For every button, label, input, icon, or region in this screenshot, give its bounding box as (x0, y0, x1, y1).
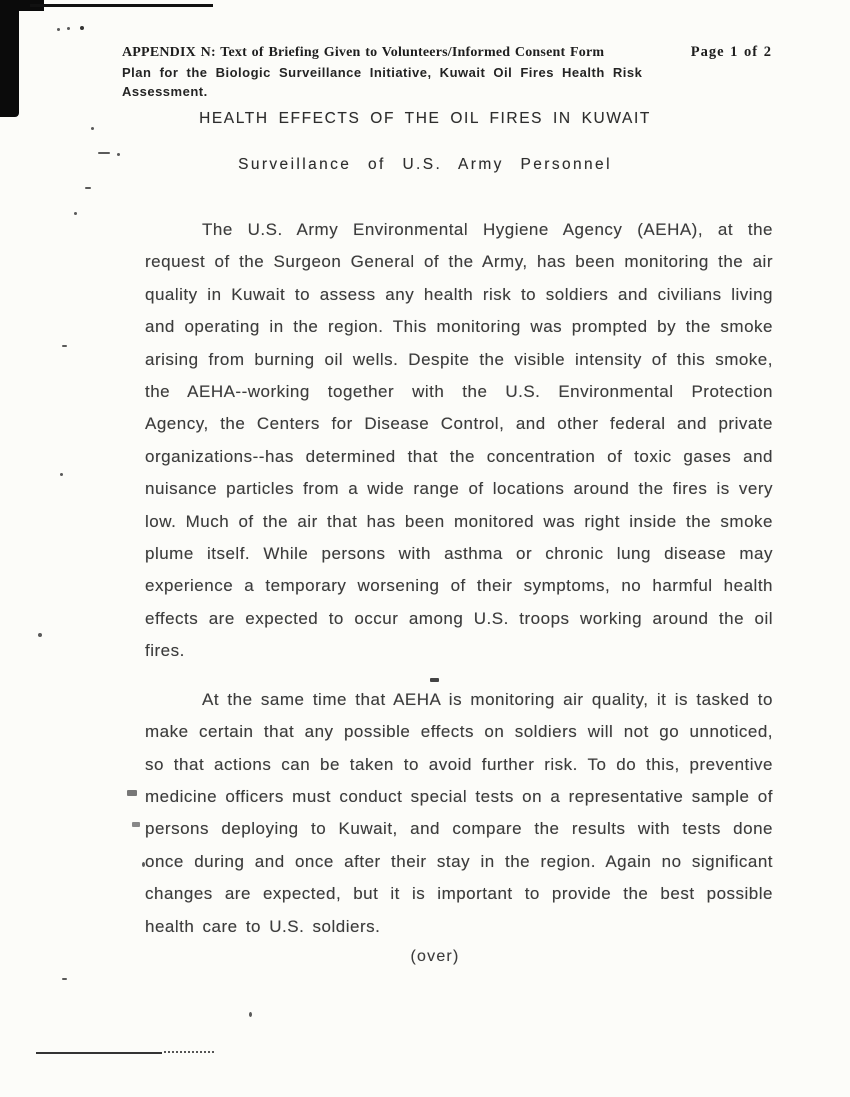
scan-speck (67, 27, 70, 30)
scan-speck (80, 26, 84, 30)
scan-speck (62, 978, 67, 980)
scan-artifact-bottom-dashes (164, 1051, 214, 1053)
scan-speck (38, 633, 42, 637)
document-header (122, 44, 772, 99)
scan-speck (60, 473, 63, 476)
over-note: (over) (410, 948, 460, 965)
header-plan-line: Plan for the Biologic Surveillance Initiative, Kuwait Oil Fires Health Risk (122, 65, 643, 80)
scan-speck (62, 345, 67, 347)
scan-speck (85, 187, 91, 189)
document-body (145, 214, 773, 943)
scan-artifact-left-bar (0, 0, 19, 117)
scan-speck (98, 152, 110, 154)
page-number: Page 1 of 2 (690, 44, 772, 60)
scan-speck (74, 212, 77, 215)
scan-speck (127, 790, 137, 796)
document-title: HEALTH EFFECTS OF THE OIL FIRES IN KUWAIT (199, 110, 651, 127)
header-assessment-line: Assessment. (122, 84, 208, 99)
scan-artifact-top-line (30, 4, 213, 7)
scan-speck (132, 822, 140, 827)
document-subtitle: Surveillance of U.S. Army Personnel (238, 156, 612, 173)
scan-artifact-bottom-line (36, 1052, 162, 1054)
paragraph-2: At the same time that AEHA is monitoring air quality, it is tasked to make certain that any possible effects on soldiers will not go unnoticed, so that actions can be taken to avoid further risk. To do this, preventive medicine officers must conduct special tests on a representative sample of persons deploying to Kuwait, and compare the results with tests done once during and once after their stay in the region. Again no significant changes are expected, but it is important to provide the best possible health care to U.S. soldiers. (145, 689, 773, 936)
paragraph-1: The U.S. Army Environmental Hygiene Agency (AEHA), at the request of the Surgeon General of the Army, has been monitoring the air quality in Kuwait to assess any health risk to soldiers and civilians living and operating in the region. This monitoring was prompted by the smoke arising from burning oil wells. Despite the visible intensity of this smoke, the AEHA--working together with the U.S. Environmental Protection Agency, the Centers for Disease Control, and other federal and private organizations--has determined that the concentration of toxic gases and nuisance particles from a wide range of locations around the fires is very low. Much of the air that has been monitored was right inside the smoke plume itself. While persons with asthma or chronic lung disease may experience a temporary worsening of their symptoms, no harmful health effects are expected to occur among U.S. troops working around the oil fires. (145, 220, 773, 661)
scan-speck (249, 1012, 252, 1017)
scan-speck (57, 28, 60, 31)
header-appendix-line: APPENDIX N: Text of Briefing Given to Volunteers/Informed Consent Form (122, 45, 605, 60)
